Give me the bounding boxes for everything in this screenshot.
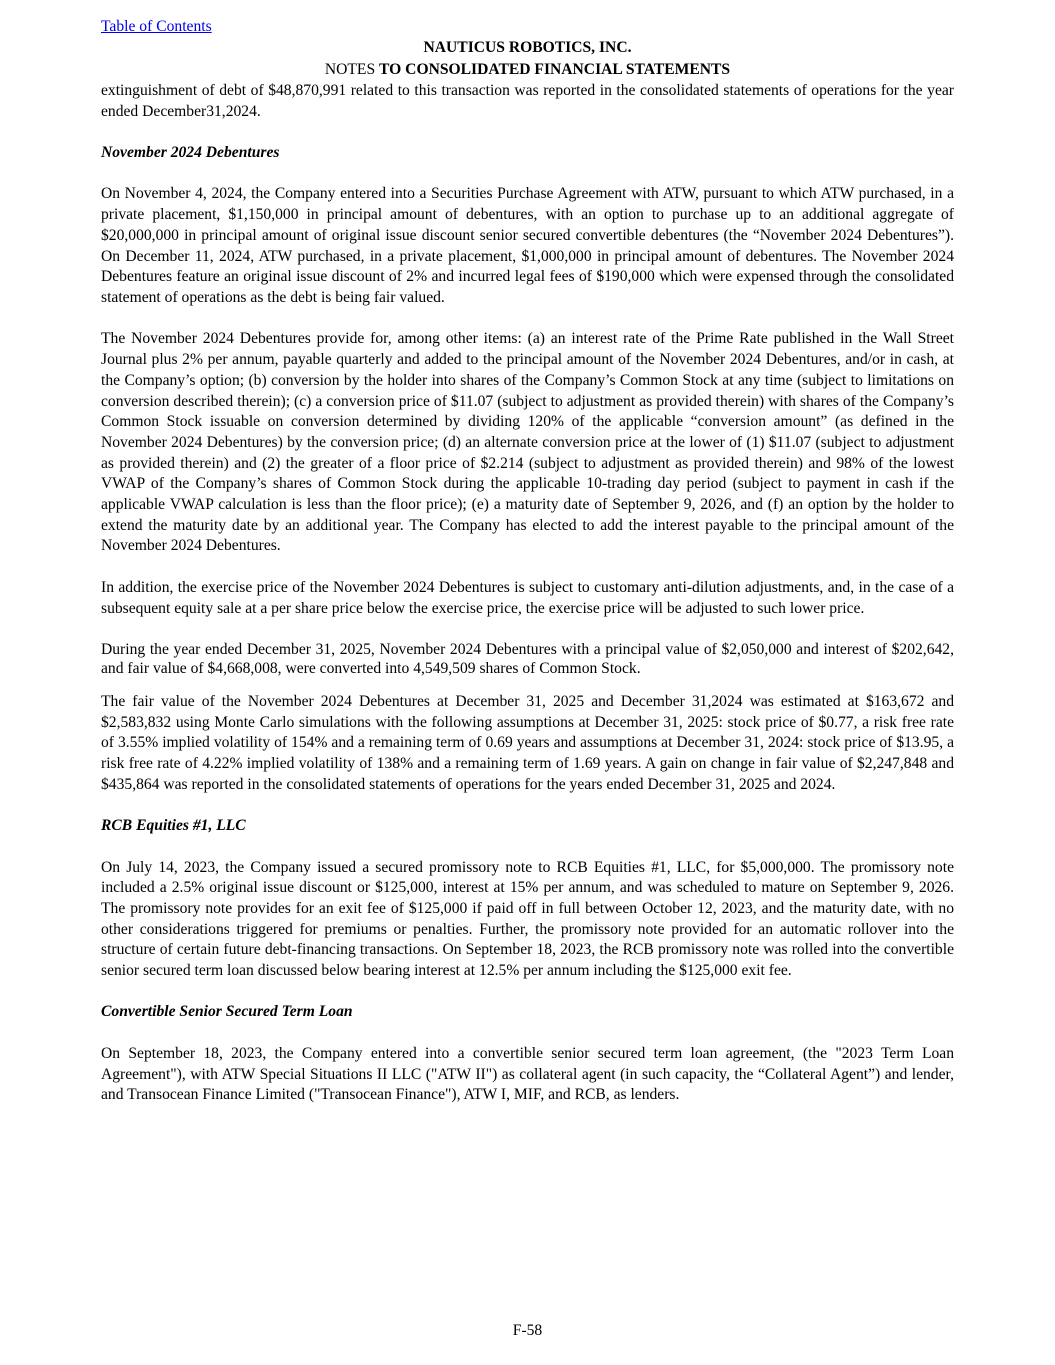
- company-name: NAUTICUS ROBOTICS, INC.: [423, 39, 632, 56]
- paragraph: On September 18, 2023, the Company entered into a convertible senior secured term loan agreement, (the "2023 Term Loan Agreement"), with ATW Special Situations II LLC ("ATW II") as collateral agent (in such capacity, the “Collateral Agent”) and lender, and Transocean Finance Limited ("Transocean Finance"), ATW I, MIF, and RCB, as lenders.: [101, 1044, 954, 1104]
- document-page: [101, 17, 954, 1106]
- section-heading-november-2024-debentures: November 2024 Debentures: [101, 144, 280, 162]
- paragraph: On November 4, 2024, the Company entered into a Securities Purchase Agreement with ATW, pursuant to which ATW purchased, in a private placement, $1,150,000 in principal amount of debentures, with an option to purchase up to an additional aggregate of $20,000,000 in principal amount of original issue discount senior secured convertible debentures (the “November 2024 Debentures”). On December 11, 2024, ATW purchased, in a private placement, $1,000,000 in principal amount of debentures. The November 2024 Debentures feature an original issue discount of 2% and incurred legal fees of $190,000 which were expensed through the consolidated statement of operations as the debt is being fair valued.: [101, 185, 954, 306]
- intro-paragraph: extinguishment of debt of $48,870,991 related to this transaction was reported in the consolidated statements of operations for the year ended December31,2024.: [101, 82, 954, 120]
- notes-prefix: NOTES: [324, 61, 376, 78]
- paragraph: In addition, the exercise price of the November 2024 Debentures is subject to customary anti-dilution adjustments, and, in the case of a subsequent equity sale at a per share price below the exercise price, the exercise price will be adjusted to such lower price.: [101, 578, 954, 617]
- table-of-contents-link[interactable]: Table of Contents: [101, 18, 212, 35]
- paragraph: The November 2024 Debentures provide for, among other items: (a) an interest rate of the Prime Rate published in the Wall Street Journal plus 2% per annum, payable quarterly and added to the principal amount of the November 2024 Debentures, and/or in cash, at the Company’s option; (b) conversion by the holder into shares of the Company’s Common Stock at any time (subject to limitations on conversion described therein); (c) a conversion price of $11.07 (subject to adjustment as provided therein) with shares of the Company’s Common Stock issuable on conversion determined by dividing 120% of the applicable “conversion amount” (as defined in the November 2024 Debentures) by the conversion price; (d) an alternate conversion price at the lower of (1) $11.07 (subject to adjustment as provided therein) and (2) the greater of a floor price of $2.214 (subject to adjustment as provided therein) and 98% of the lowest VWAP of the Company’s shares of Common Stock during the applicable 10-trading day period (subject to payment in cash if the applicable VWAP calculation is less than the floor price); (e) a maturity date of September 9, 2026, and (f) an option by the holder to extend the maturity date by an additional year. The Company has elected to add the interest payable to the principal amount of the November 2024 Debentures.: [101, 330, 954, 555]
- section-heading-convertible-senior-secured-term-loan: Convertible Senior Secured Term Loan: [101, 1003, 353, 1021]
- paragraph: On July 14, 2023, the Company issued a secured promissory note to RCB Equities #1, LLC, for $5,000,000. The promissory note included a 2.5% original issue discount or $125,000, interest at 15% per annum, and was scheduled to mature on September 9, 2026. The promissory note provides for an exit fee of $125,000 if paid off in full between October 12, 2023, and the maturity date, with no other considerations triggered for premiums or penalties. Further, the promissory note provided for an automatic rollover into the structure of certain future debt-financing transactions. On September 18, 2023, the RCB promissory note was rolled into the convertible senior secured term loan discussed below bearing interest at 12.5% per annum including the $125,000 exit fee.: [101, 858, 954, 980]
- paragraph: During the year ended December 31, 2025, November 2024 Debentures with a principal value of $2,050,000 and interest of $202,642, and fair value of $4,668,008, were converted into 4,549,509 shares of Common Stock.: [101, 640, 954, 677]
- section-heading-rcb-equities: RCB Equities #1, LLC: [101, 817, 246, 835]
- notes-title: TO CONSOLIDATED FINANCIAL STATEMENTS: [379, 61, 731, 78]
- paragraph: The fair value of the November 2024 Debentures at December 31, 2025 and December 31,2024 was estimated at $163,672 and $2,583,832 using Monte Carlo simulations with the following assumptions at December 31, 2025: stock price of $0.77, a risk free rate of 3.55% implied volatility of 154% and a remaining term of 0.69 years and assumptions at December 31, 2024: stock price of $13.95, a risk free rate of 4.22% implied volatility of 138% and a remaining term of 1.69 years. A gain on change in fair value of $2,247,848 and $435,864 was reported in the consolidated statements of operations for the years ended December 31, 2025 and 2024.: [101, 692, 954, 793]
- page-title: [101, 59, 954, 81]
- page-number: F-58: [512, 1322, 543, 1339]
